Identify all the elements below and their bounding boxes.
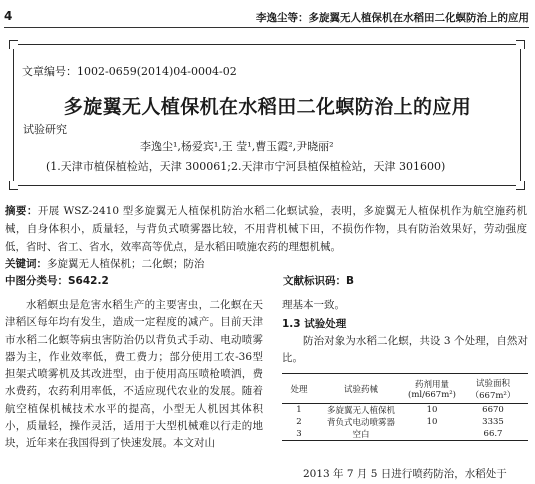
frame-corner (9, 40, 18, 49)
article-number: 文章编号：1002-0659(2014)04-0004-02 (22, 65, 237, 78)
table-cell: 1 (296, 405, 302, 415)
table-cell: 3335 (482, 417, 504, 427)
article-title: 多旋翼无人植保机在水稻田二化螟防治上的应用 (63, 96, 472, 118)
body-right-continuation: 理基本一致。 (282, 299, 345, 311)
running-header (4, 9, 529, 28)
abstract (5, 202, 527, 256)
table-cell: 10 (426, 405, 438, 415)
table-header-cell: 试验面积（667m²） (458, 374, 528, 404)
table-header-cell: 试验药械 (316, 374, 406, 404)
page-number: 4 (4, 9, 13, 23)
clc-number: 中图分类号：S642.2 (5, 275, 109, 287)
document-code: 文献标识码：B (283, 275, 355, 287)
section-heading: 1.3 试验处理 (282, 318, 347, 330)
table-header-cell: 处理 (282, 374, 316, 404)
table-cell: 10 (426, 417, 438, 427)
table-cell: 66.7 (458, 428, 528, 441)
body-right-paragraph: 防治对象为水稻二化螟，共设 3 个处理，自然对比。 (282, 335, 528, 365)
article-type: 试验研究 (23, 123, 67, 136)
table-row (282, 428, 528, 441)
keywords (5, 256, 205, 271)
body-bottom-paragraph: 2013 年 7 月 5 日进行喷药防治，水稻处于 (303, 468, 507, 480)
frame-corner (516, 181, 525, 190)
abstract-label: 摘要： (5, 205, 38, 217)
table-cell: 3 (282, 428, 316, 441)
author-affiliations: (1.天津市植保植检站，天津 300061;2.天津市宁河县植保植检站，天津 301600) (46, 160, 446, 173)
table-cell: 背负式电动喷雾器 (326, 418, 395, 428)
frame-corner (516, 40, 525, 49)
keywords-text: 多旋翼无人植保机；二化螟；防治 (47, 258, 205, 270)
table-header-cell: 药剂用量 (ml/667m²) (406, 374, 458, 404)
author-list: 李逸尘¹,杨爱宾¹,王 莹¹,曹玉霞²,尹晓丽² (140, 140, 334, 153)
running-title: 李逸尘等：多旋翼无人植保机在水稻田二化螟防治上的应用 (256, 12, 529, 24)
body-left-paragraph: 水稻螟虫是危害水稻生产的主要害虫，二化螟在天津稻区每年均有发生，造成一定程度的减产。目前天津市水稻二化螟等病虫害防治仍以背负式手动、电动喷雾器为主，作业效率低，费工费力；部分使用工农-36型担架式喷雾机及其改进型，由于使用高压喷枪喷洒，费水费药，农药利用率低，不适应现代农业的发展。随着航空植保机械技术水平的提高，小型无人机因其体积小，质量轻，操作灵活，适用于大型机械难以行走的地块，近年来在我国得到了快速发展。本文对山 (5, 299, 263, 450)
table-cell: 多旋翼无人植保机 (326, 406, 395, 416)
treatment-table (282, 373, 528, 441)
table-cell (406, 428, 458, 441)
table-cell: 2 (296, 417, 302, 427)
table-cell: 空白 (316, 428, 406, 441)
abstract-text: 开展 WSZ-2410 型多旋翼无人植保机防治水稻二化螟试验，表明，多旋翼无人植保机作为航空施药机械，自身体积小，质量轻，与背负式喷雾器比较，不用背机械下田，不损伤作物，具有防治效果好，劳动强度低，省时、省工、省水，效率高等优点，是水稻田喷施农药的理想机械。 (5, 205, 527, 253)
keywords-label: 关键词： (5, 258, 47, 270)
frame-corner (9, 181, 18, 190)
table-header-row (282, 374, 528, 404)
table-row (282, 404, 528, 417)
table-cell: 6670 (482, 405, 504, 415)
table-row (282, 416, 528, 428)
